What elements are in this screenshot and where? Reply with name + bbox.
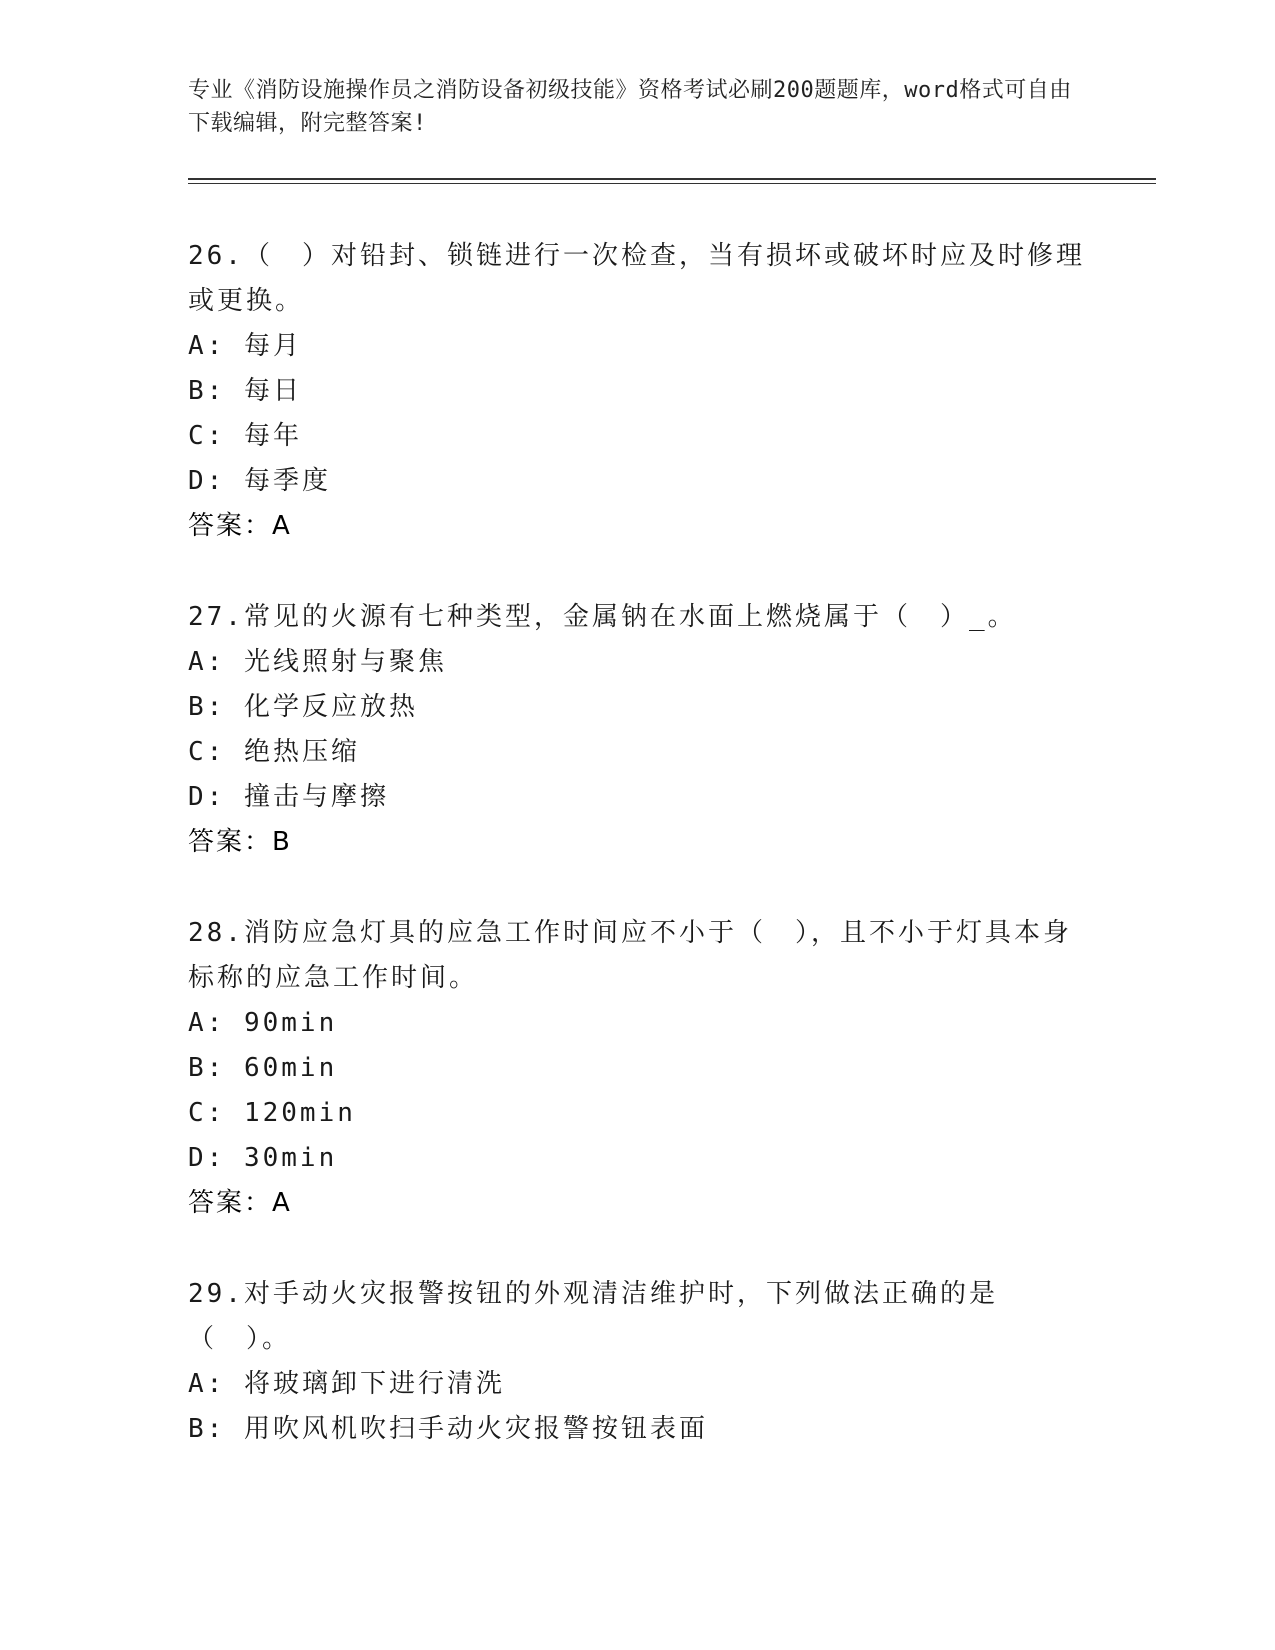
option-d: D: 撞击与摩擦 (188, 782, 389, 812)
question-stem: 28.消防应急灯具的应急工作时间应不小于（ ），且不小于灯具本身标称的应急工作时间。 (188, 918, 1072, 993)
option-a: A: 每月 (188, 331, 302, 361)
question-stem: 26.（ ）对铅封、锁链进行一次检查，当有损坏或破坏时应及时修理或更换。 (188, 241, 1085, 316)
header-divider (188, 178, 1156, 184)
answer-line: 答案：A (188, 511, 292, 541)
option-b: B: 用吹风机吹扫手动火灾报警按钮表面 (188, 1414, 708, 1444)
question-list (188, 234, 1088, 1498)
answer-line: 答案：A (188, 1188, 292, 1218)
question-29 (188, 1272, 1088, 1452)
option-c: C: 120min (188, 1098, 356, 1128)
question-28 (188, 911, 1088, 1226)
option-a: A: 光线照射与聚焦 (188, 647, 447, 677)
question-26 (188, 234, 1088, 549)
option-a: A: 将玻璃卸下进行清洗 (188, 1369, 505, 1399)
answer-line: 答案：B (188, 827, 292, 857)
option-b: B: 化学反应放热 (188, 692, 418, 722)
option-b: B: 60min (188, 1053, 338, 1083)
option-c: C: 绝热压缩 (188, 737, 360, 767)
document-header: 专业《消防设施操作员之消防设备初级技能》资格考试必刷200题题库，word格式可自由下载编辑，附完整答案! (188, 78, 1072, 136)
option-d: D: 30min (188, 1143, 338, 1173)
option-b: B: 每日 (188, 376, 302, 406)
question-27 (188, 595, 1088, 865)
question-stem: 29.对手动火灾报警按钮的外观清洁维护时，下列做法正确的是（ ）。 (188, 1279, 998, 1354)
option-c: C: 每年 (188, 421, 302, 451)
option-a: A: 90min (188, 1008, 338, 1038)
question-stem: 27.常见的火源有七种类型，金属钠在水面上燃烧属于（ ）_。 (188, 602, 1017, 632)
option-d: D: 每季度 (188, 466, 331, 496)
